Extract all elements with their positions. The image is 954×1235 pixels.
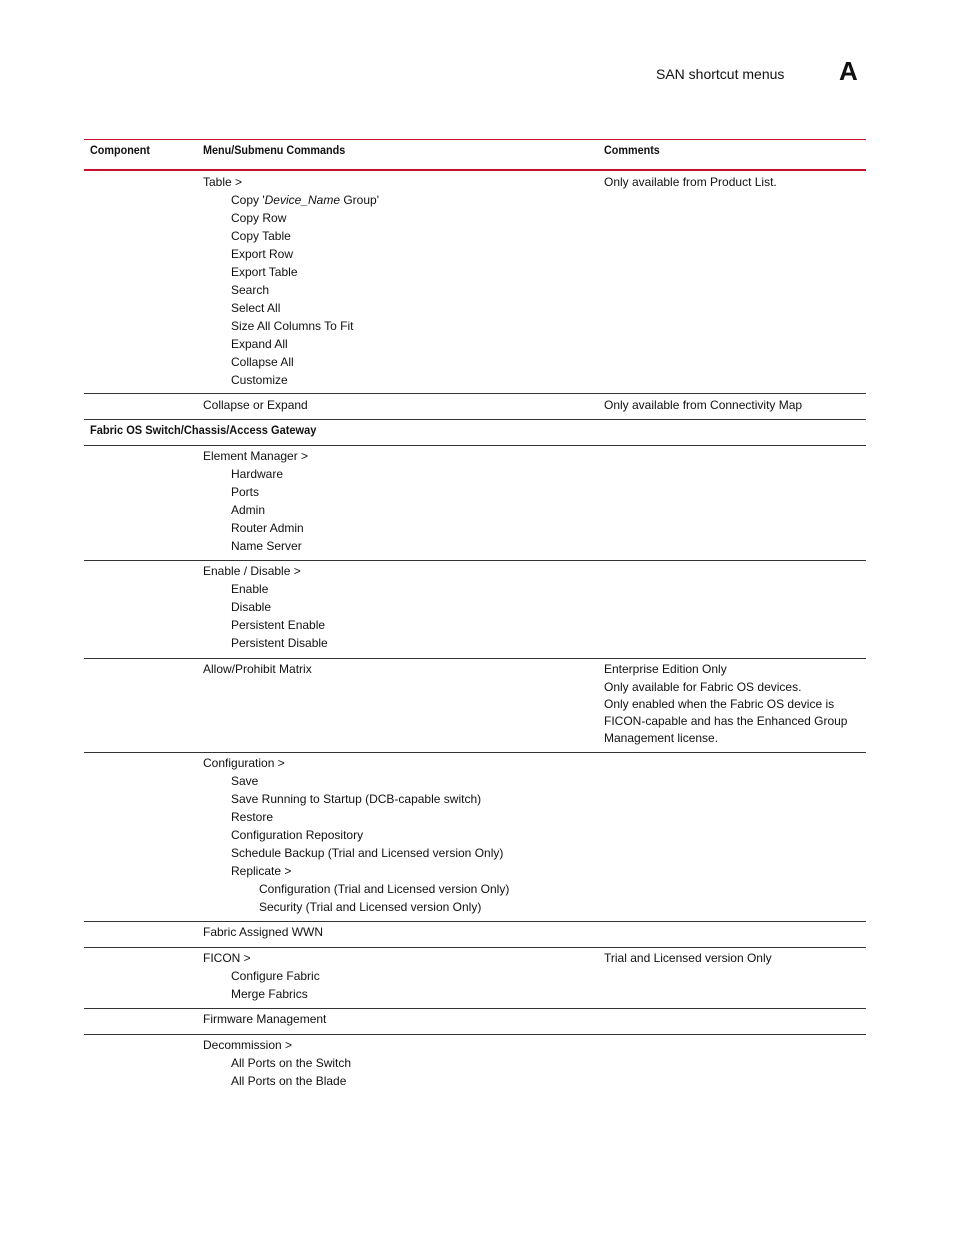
menu-item: Firmware Management xyxy=(203,1012,327,1026)
submenu-item: Customize xyxy=(231,373,288,387)
commands-cell xyxy=(203,1010,326,1028)
submenu-item: Security (Trial and Licensed version Only) xyxy=(259,900,482,914)
commands-cell xyxy=(203,660,312,678)
comment-line: Only enabled when the Fabric OS device is FICON-capable and has the Enhanced Group Management license. xyxy=(604,697,848,745)
submenu-item: Save Running to Startup (DCB-capable switch) xyxy=(231,792,482,806)
menu-item: Configuration > xyxy=(203,756,285,770)
table-row xyxy=(84,1035,866,1095)
shortcut-menu-table xyxy=(84,139,866,1095)
submenu-item: Export Row xyxy=(231,247,294,261)
column-header-commands: Menu/Submenu Commands xyxy=(203,143,346,157)
submenu-item: Save xyxy=(231,774,259,788)
submenu-item: Replicate > xyxy=(231,864,292,878)
commands-cell xyxy=(203,754,509,916)
column-header-component: Component xyxy=(90,143,150,157)
submenu-item: Copy Table xyxy=(231,229,291,243)
table-row xyxy=(84,561,866,659)
submenu-item: Disable xyxy=(231,600,272,614)
submenu-item: Configuration (Trial and Licensed version Only) xyxy=(259,882,510,896)
submenu-item xyxy=(203,191,379,209)
table-row xyxy=(84,948,866,1009)
submenu-item: Name Server xyxy=(231,539,302,553)
comments-cell xyxy=(604,660,866,747)
submenu-item: Collapse All xyxy=(231,355,294,369)
menu-item: Element Manager > xyxy=(203,449,309,463)
comment-line: Only available for Fabric OS devices. xyxy=(604,680,802,694)
submenu-item: Copy Row xyxy=(231,211,287,225)
submenu-item: Admin xyxy=(231,503,266,517)
menu-item: Collapse or Expand xyxy=(203,398,308,412)
menu-item: Table > xyxy=(203,175,243,189)
commands-cell xyxy=(203,447,308,555)
submenu-item: All Ports on the Blade xyxy=(231,1074,347,1088)
comment-line: Only available from Product List. xyxy=(604,175,777,189)
copy-group-prefix: Copy ' xyxy=(231,193,265,207)
commands-cell xyxy=(203,1036,351,1090)
table-row xyxy=(84,659,866,753)
commands-cell xyxy=(203,949,320,1003)
submenu-item: Router Admin xyxy=(231,521,304,535)
submenu-item: Ports xyxy=(231,485,260,499)
comments-cell xyxy=(604,949,866,967)
section-label: Fabric OS Switch/Chassis/Access Gateway xyxy=(90,423,317,437)
copy-group-suffix: Group' xyxy=(340,193,379,207)
comment-line: Trial and Licensed version Only xyxy=(604,951,772,965)
submenu-item: Hardware xyxy=(231,467,284,481)
menu-item: Decommission > xyxy=(203,1038,293,1052)
menu-item: Fabric Assigned WWN xyxy=(203,925,324,939)
commands-cell xyxy=(203,562,328,652)
submenu-item: Select All xyxy=(231,301,281,315)
section-row xyxy=(84,420,866,446)
menu-item: Enable / Disable > xyxy=(203,564,301,578)
submenu-item: Configure Fabric xyxy=(231,969,320,983)
submenu-item: Persistent Disable xyxy=(231,636,328,650)
table-row xyxy=(84,1009,866,1035)
submenu-item: Export Table xyxy=(231,265,298,279)
table-header xyxy=(84,139,866,171)
table-row xyxy=(84,922,866,948)
table-row xyxy=(84,394,866,420)
menu-item: FICON > xyxy=(203,951,251,965)
menu-item: Allow/Prohibit Matrix xyxy=(203,662,312,676)
submenu-item: All Ports on the Switch xyxy=(231,1056,352,1070)
submenu-item: Schedule Backup (Trial and Licensed version Only) xyxy=(231,846,504,860)
comment-line: Enterprise Edition Only xyxy=(604,662,727,676)
table-row xyxy=(84,753,866,922)
header-title: SAN shortcut menus xyxy=(656,66,785,82)
table-row xyxy=(84,171,866,394)
submenu-item: Size All Columns To Fit xyxy=(231,319,354,333)
appendix-letter: A xyxy=(839,56,858,86)
submenu-item: Persistent Enable xyxy=(231,618,326,632)
commands-cell xyxy=(203,923,323,941)
table-row xyxy=(84,446,866,561)
commands-cell xyxy=(203,173,379,389)
submenu-item: Restore xyxy=(231,810,274,824)
column-header-comments: Comments xyxy=(604,143,660,157)
submenu-item: Configuration Repository xyxy=(231,828,364,842)
submenu-item: Search xyxy=(231,283,270,297)
comments-cell xyxy=(604,173,866,191)
submenu-item: Merge Fabrics xyxy=(231,987,308,1001)
comments-cell xyxy=(604,396,866,414)
submenu-item: Expand All xyxy=(231,337,288,351)
commands-cell xyxy=(203,396,308,414)
comment-line: Only available from Connectivity Map xyxy=(604,398,803,412)
device-name-italic: Device_Name xyxy=(264,193,341,207)
submenu-item: Enable xyxy=(231,582,269,596)
